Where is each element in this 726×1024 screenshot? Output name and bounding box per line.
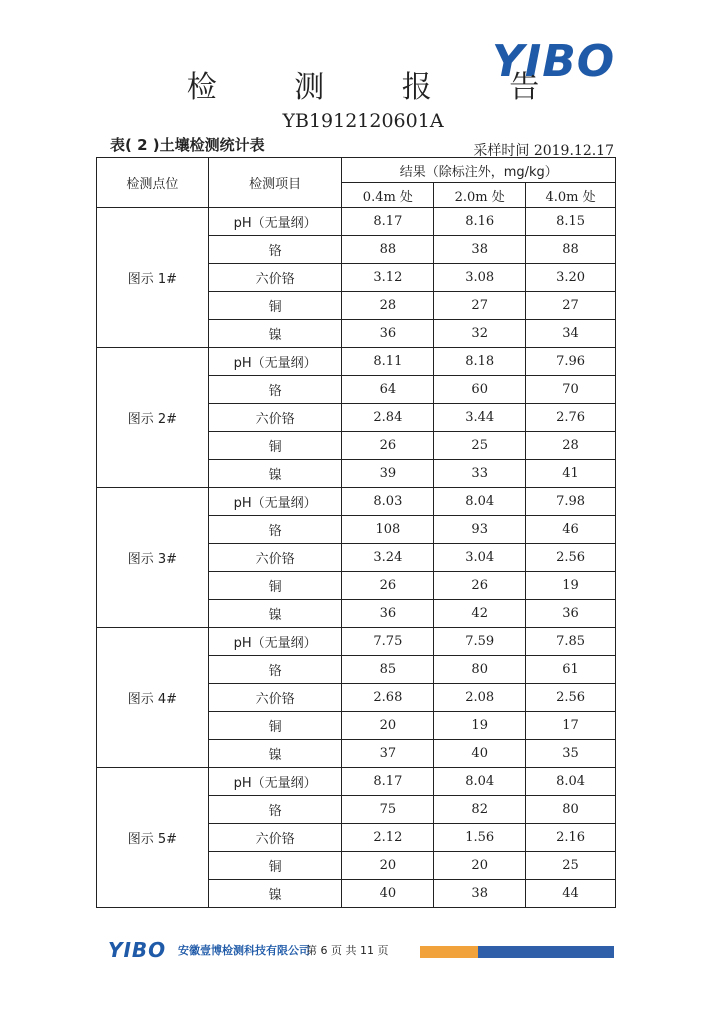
header-item: 检测项目 (208, 158, 342, 208)
value-cell: 28 (526, 432, 616, 460)
value-cell: 8.16 (434, 208, 526, 236)
header-location: 检测点位 (97, 158, 209, 208)
item-cell: 铜 (208, 572, 342, 600)
value-cell: 108 (342, 516, 434, 544)
table-row (97, 628, 616, 656)
item-cell: 镍 (208, 320, 342, 348)
item-cell: 铬 (208, 376, 342, 404)
header-result: 结果（除标注外，mg/kg） (342, 158, 616, 183)
value-cell: 3.04 (434, 544, 526, 572)
item-cell: 镍 (208, 880, 342, 908)
item-cell: 六价铬 (208, 684, 342, 712)
value-cell: 40 (342, 880, 434, 908)
value-cell: 3.24 (342, 544, 434, 572)
value-cell: 2.08 (434, 684, 526, 712)
value-cell: 26 (434, 572, 526, 600)
item-cell: 铬 (208, 516, 342, 544)
value-cell: 61 (526, 656, 616, 684)
value-cell: 1.56 (434, 824, 526, 852)
value-cell: 2.84 (342, 404, 434, 432)
table-row (97, 768, 616, 796)
value-cell: 8.04 (434, 488, 526, 516)
value-cell: 25 (526, 852, 616, 880)
value-cell: 82 (434, 796, 526, 824)
value-cell: 27 (526, 292, 616, 320)
location-cell: 图示 5# (97, 768, 209, 908)
page-info: 第 6 页 共 11 页 (306, 944, 389, 957)
header-depth-3: 4.0m 处 (526, 183, 616, 208)
item-cell: 铜 (208, 712, 342, 740)
value-cell: 25 (434, 432, 526, 460)
value-cell: 3.20 (526, 264, 616, 292)
value-cell: 70 (526, 376, 616, 404)
location-cell: 图示 1# (97, 208, 209, 348)
value-cell: 2.56 (526, 544, 616, 572)
item-cell: 铬 (208, 656, 342, 684)
value-cell: 26 (342, 572, 434, 600)
item-cell: pH（无量纲） (208, 348, 342, 376)
location-cell: 图示 2# (97, 348, 209, 488)
value-cell: 34 (526, 320, 616, 348)
value-cell: 7.98 (526, 488, 616, 516)
value-cell: 85 (342, 656, 434, 684)
item-cell: 铜 (208, 432, 342, 460)
value-cell: 88 (342, 236, 434, 264)
item-cell: 镍 (208, 740, 342, 768)
value-cell: 26 (342, 432, 434, 460)
header-depth-2: 2.0m 处 (434, 183, 526, 208)
value-cell: 20 (342, 852, 434, 880)
value-cell: 60 (434, 376, 526, 404)
value-cell: 2.16 (526, 824, 616, 852)
value-cell: 41 (526, 460, 616, 488)
value-cell: 8.17 (342, 768, 434, 796)
item-cell: 六价铬 (208, 264, 342, 292)
value-cell: 8.04 (526, 768, 616, 796)
header-depth-1: 0.4m 处 (342, 183, 434, 208)
value-cell: 36 (342, 600, 434, 628)
value-cell: 32 (434, 320, 526, 348)
value-cell: 37 (342, 740, 434, 768)
value-cell: 3.08 (434, 264, 526, 292)
item-cell: 铬 (208, 796, 342, 824)
value-cell: 88 (526, 236, 616, 264)
value-cell: 46 (526, 516, 616, 544)
value-cell: 7.85 (526, 628, 616, 656)
report-number: YB1912120601A (282, 110, 444, 132)
value-cell: 36 (342, 320, 434, 348)
value-cell: 2.76 (526, 404, 616, 432)
value-cell: 80 (526, 796, 616, 824)
table-row (97, 488, 616, 516)
location-cell: 图示 3# (97, 488, 209, 628)
value-cell: 8.11 (342, 348, 434, 376)
value-cell: 8.18 (434, 348, 526, 376)
value-cell: 19 (526, 572, 616, 600)
value-cell: 35 (526, 740, 616, 768)
value-cell: 28 (342, 292, 434, 320)
value-cell: 38 (434, 236, 526, 264)
value-cell: 2.12 (342, 824, 434, 852)
value-cell: 2.56 (526, 684, 616, 712)
value-cell: 8.03 (342, 488, 434, 516)
value-cell: 3.44 (434, 404, 526, 432)
value-cell: 20 (434, 852, 526, 880)
table-row (97, 348, 616, 376)
table-title: 表( 2 )土壤检测统计表 (110, 136, 265, 154)
company-name: 安徽壹博检测科技有限公司 (178, 944, 310, 957)
sample-time: 采样时间 2019.12.17 (473, 143, 614, 159)
value-cell: 44 (526, 880, 616, 908)
item-cell: 六价铬 (208, 404, 342, 432)
table-row (97, 208, 616, 236)
value-cell: 7.75 (342, 628, 434, 656)
value-cell: 7.96 (526, 348, 616, 376)
footer-bar-blue (478, 946, 614, 958)
value-cell: 8.15 (526, 208, 616, 236)
soil-test-table (96, 157, 616, 908)
value-cell: 27 (434, 292, 526, 320)
value-cell: 40 (434, 740, 526, 768)
item-cell: 镍 (208, 600, 342, 628)
value-cell: 3.12 (342, 264, 434, 292)
value-cell: 20 (342, 712, 434, 740)
value-cell: 75 (342, 796, 434, 824)
value-cell: 64 (342, 376, 434, 404)
value-cell: 7.59 (434, 628, 526, 656)
item-cell: pH（无量纲） (208, 208, 342, 236)
value-cell: 80 (434, 656, 526, 684)
company-logo: YIBO (492, 36, 616, 87)
value-cell: 93 (434, 516, 526, 544)
footer (108, 938, 618, 962)
value-cell: 8.04 (434, 768, 526, 796)
item-cell: 铬 (208, 236, 342, 264)
value-cell: 42 (434, 600, 526, 628)
item-cell: 六价铬 (208, 544, 342, 572)
footer-logo: YIBO (108, 938, 167, 962)
value-cell: 19 (434, 712, 526, 740)
item-cell: 镍 (208, 460, 342, 488)
item-cell: 六价铬 (208, 824, 342, 852)
item-cell: 铜 (208, 852, 342, 880)
item-cell: pH（无量纲） (208, 488, 342, 516)
value-cell: 38 (434, 880, 526, 908)
value-cell: 2.68 (342, 684, 434, 712)
value-cell: 36 (526, 600, 616, 628)
value-cell: 17 (526, 712, 616, 740)
location-cell: 图示 4# (97, 628, 209, 768)
value-cell: 39 (342, 460, 434, 488)
value-cell: 33 (434, 460, 526, 488)
item-cell: pH（无量纲） (208, 768, 342, 796)
footer-bar-orange (420, 946, 478, 958)
page-title: 检 测 报 告 (186, 70, 574, 105)
item-cell: pH（无量纲） (208, 628, 342, 656)
item-cell: 铜 (208, 292, 342, 320)
value-cell: 8.17 (342, 208, 434, 236)
